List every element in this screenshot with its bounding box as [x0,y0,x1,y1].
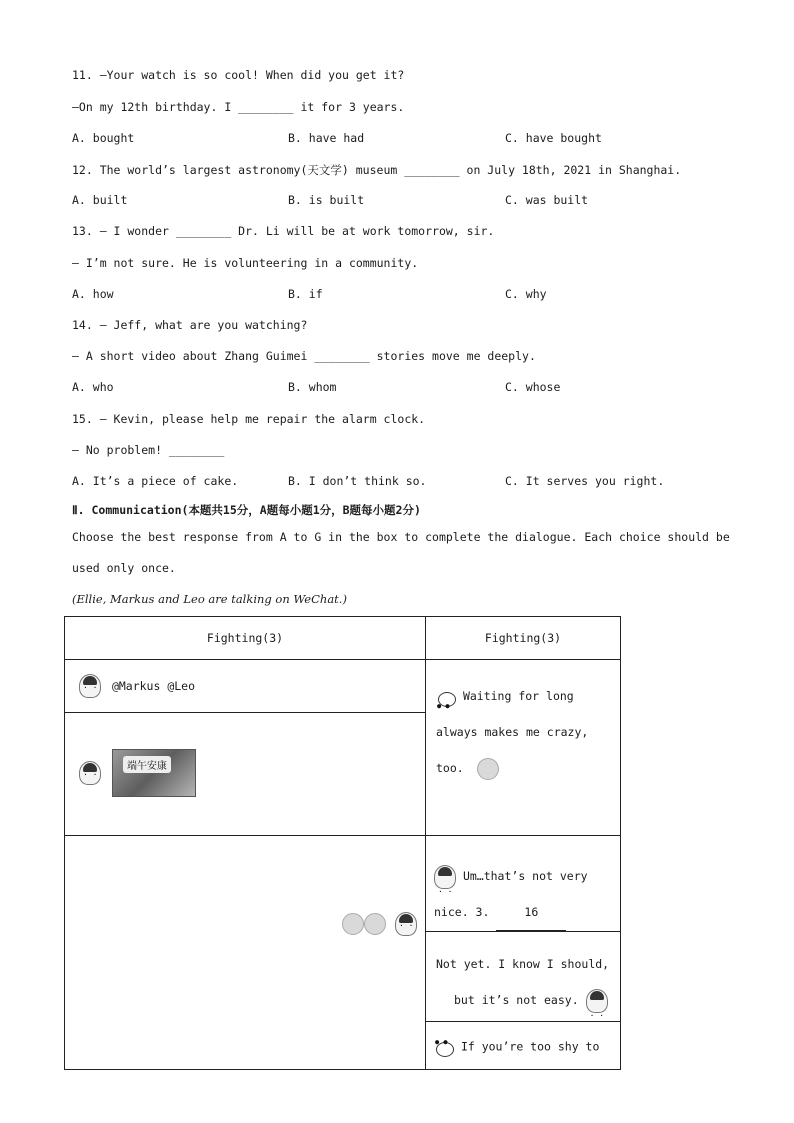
q11-option-a[interactable]: A. bought [72,131,135,145]
right-msg1-line2: always makes me crazy, [436,725,589,739]
panda-avatar-icon [436,688,456,706]
right-chat-message-2 [426,836,621,932]
section-title: Ⅱ. Communication(本题共15分，A题每小题1分，B题每小题2分) [72,503,421,517]
dragon-boat-festival-sticker [112,749,196,797]
ellie-avatar-icon-2 [79,761,101,785]
annoyed-emoji-icon [477,758,499,780]
q12-stem: 12. The world’s largest astronomy(天文学) museum ________ on July 18th, 2021 in Shanghai. [72,163,682,177]
right-msg1-line1: Waiting for long [462,689,574,703]
markus-avatar-icon [395,912,417,936]
dialogue-context: (Ellie, Markus and Leo are talking on WeChat.) [72,592,347,606]
q12-option-b[interactable]: B. is built [288,193,365,207]
q13-option-a[interactable]: A. how [72,287,114,301]
q14-option-b[interactable]: B. whom [288,380,337,394]
sad-emoji-icon-1 [342,913,364,935]
q15-option-b[interactable]: B. I don’t think so. [288,474,427,488]
section-instruction-line1: Choose the best response from A to G in the box to complete the dialogue. Each choice should be [72,530,730,544]
q13-stem: 13. — I wonder ________ Dr. Li will be at work tomorrow, sir. [72,224,495,238]
q11-stem2: —On my 12th birthday. I ________ it for 3 years. [72,100,405,114]
q11-option-b[interactable]: B. have had [288,131,365,145]
sad-emoji-icon-2 [364,913,386,935]
q12-option-a[interactable]: A. built [72,193,128,207]
q14-option-c[interactable]: C. whose [505,380,561,394]
ellie-avatar-icon [79,674,101,698]
section-instruction-line2: used only once. [72,561,176,575]
right-msg1-line3: too. [436,761,464,775]
q14-stem2: — A short video about Zhang Guimei ________ stories move me deeply. [72,349,536,363]
q15-option-a[interactable]: A. It’s a piece of cake. [72,474,239,488]
left-chat-message-1 [65,660,426,713]
right-chat-message-3 [426,932,621,1022]
q13-stem2: — I’m not sure. He is volunteering in a community. [72,256,419,270]
answer-blank-16[interactable]: 16 [496,894,566,931]
right-chat-header: Fighting(3) [426,617,621,660]
markus-avatar-icon-2 [586,989,608,1013]
q15-stem: 15. — Kevin, please help me repair the alarm clock. [72,412,426,426]
q12-option-c[interactable]: C. was built [505,193,589,207]
q13-option-b[interactable]: B. if [288,287,323,301]
right-msg4-line1: If you’re too shy to [460,1039,600,1054]
q14-stem: 14. — Jeff, what are you watching? [72,318,308,332]
q15-option-c[interactable]: C. It serves you right. [505,474,665,488]
sticker-text: 端午安康 [123,756,171,773]
panda-avatar-icon-2 [434,1038,454,1056]
mention-text: @Markus @Leo [111,678,196,693]
right-msg2-line2: nice. 3. [434,905,490,919]
q11-stem: 11. —Your watch is so cool! When did you get it? [72,68,405,82]
left-chat-message-2 [65,713,426,836]
right-chat-message-4 [426,1022,621,1070]
right-msg3-line2: but it’s not easy. [454,993,579,1007]
right-msg2-line1: Um…that’s not very [462,869,588,883]
right-msg3-line1: Not yet. I know I should, [436,957,610,971]
ellie-avatar-icon-3 [434,865,456,889]
q14-option-a[interactable]: A. who [72,380,114,394]
q15-stem2: — No problem! ________ [72,443,225,457]
right-chat-message-1 [426,660,621,836]
left-chat-header: Fighting(3) [65,617,426,660]
wechat-dialogue-table [64,616,621,1070]
q11-option-c[interactable]: C. have bought [505,131,602,145]
q13-option-c[interactable]: C. why [505,287,547,301]
left-chat-message-3 [65,836,426,1070]
